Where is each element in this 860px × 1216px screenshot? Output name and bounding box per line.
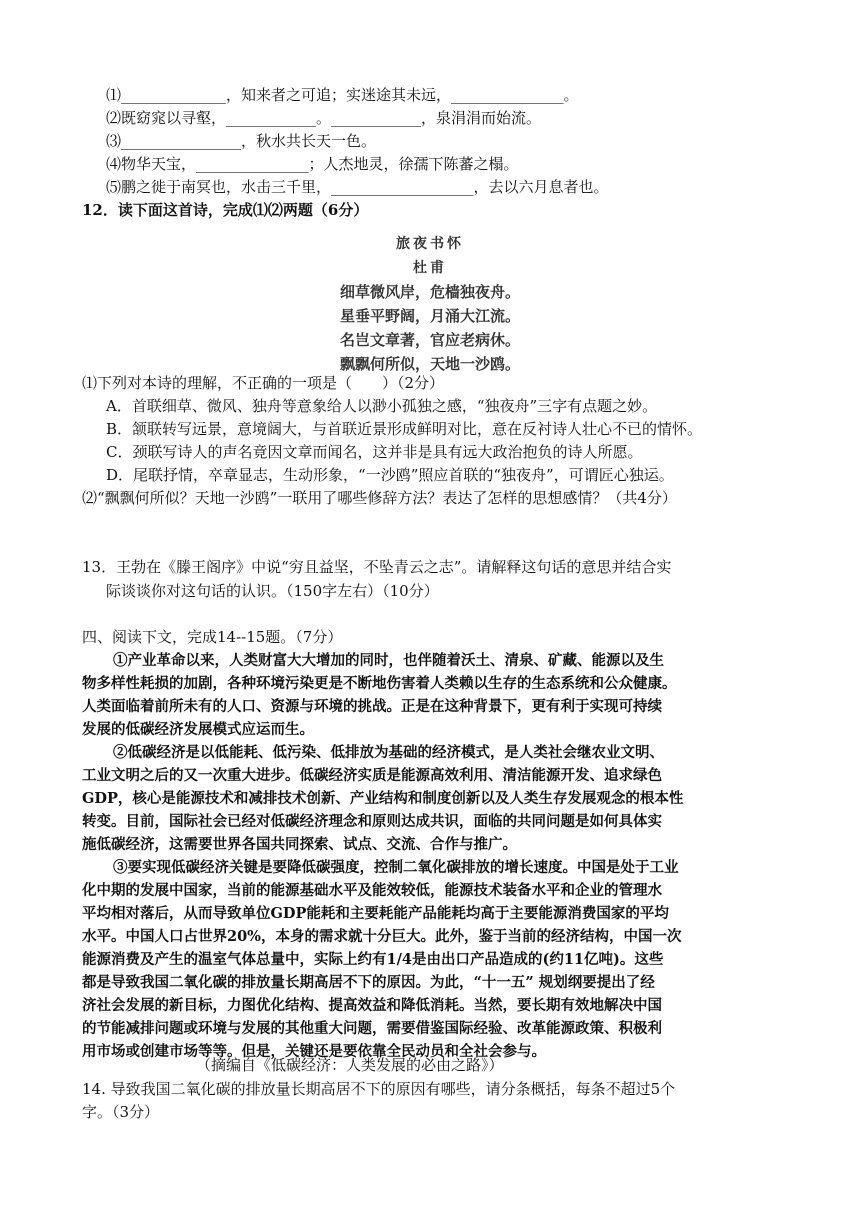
- passage-line: 物多样性耗损的加剧，各种环境污染更是不断地伤害着人类赖以生存的生态系统和公众健康。: [82, 675, 677, 692]
- question-12-sub1: ⑴下列对本诗的理解，不正确的一项是（ ）（2分）: [82, 374, 445, 392]
- passage-line: 水平。中国人口占世界20%，本身的需求就十分巨大。此外，鉴于当前的经济结构，中国一次: [82, 928, 682, 945]
- question-14-line-1: 14. 导致我国二氧化碳的排放量长期高居不下的原因有哪些，请分条概括，每条不超过5个: [82, 1080, 676, 1098]
- option-c: C．颈联写诗人的声名竟因文章而闻名，这并非是具有远大政治抱负的诗人所愿。: [106, 443, 643, 461]
- poem-title: 旅夜书怀: [396, 236, 464, 252]
- passage-line: 济社会发展的新目标，力图优化结构、提高效益和降低消耗。当然，要长期有效地解决中国: [82, 997, 662, 1014]
- passage-line: 转变。目前，国际社会已经对低碳经济理念和原则达成共识，面临的共同问题是如何具体实: [82, 813, 662, 830]
- fill-in-line-4: ⑷物华天宝，_______________；人杰地灵，徐孺下陈蕃之榻。: [106, 155, 519, 173]
- passage-line: 用市场或创建市场等等。但是，关键还是要依靠全民动员和全社会参与。: [82, 1043, 546, 1060]
- poem-line: 飘飘何所似，天地一沙鸥。: [339, 355, 520, 373]
- option-a: A．首联细草、微风、独舟等意象给人以渺小孤独之感，“独夜舟”三字有点题之妙。: [106, 397, 658, 415]
- fill-in-line-3: ⑶________________，秋水共长天一色。: [106, 132, 377, 150]
- fill-in-line-5: ⑸鹏之徙于南冥也，水击三千里，___________________，去以六月息者也。: [106, 178, 609, 196]
- question-13-line-2: 际谈谈你对这句话的认识。（150字左右）（10分）: [106, 582, 439, 600]
- passage-line: GDP，核心是能源技术和减排技术创新、产业结构和制度创新以及人类生存发展观念的根本性: [82, 790, 684, 807]
- poem-line: 细草微风岸，危樯独夜舟。: [339, 283, 520, 301]
- question-12-heading: 12．读下面这首诗，完成⑴⑵两题（6分）: [82, 201, 369, 219]
- passage-line: 平均相对落后，从而导致单位GDP能耗和主要耗能产品能耗均高于主要能源消费国家的平均: [82, 905, 669, 922]
- question-12-sub2: ⑵“飘飘何所似？天地一沙鸥”一联用了哪些修辞方法？表达了怎样的思想感情？（共4分）: [82, 489, 677, 507]
- fill-in-line-2: ⑵既窈窕以寻壑，____________。____________，泉涓涓而始流。: [106, 109, 542, 127]
- poem-block: [300, 232, 560, 376]
- question-14-line-2: 字。（3分）: [82, 1103, 160, 1121]
- option-d: D．尾联抒情，卒章显志，生动形象，“一沙鸥”照应首联的“独夜舟”，可谓匠心独运。: [106, 466, 674, 484]
- passage-line: ③要实现低碳经济关键是要降低碳强度，控制二氧化碳排放的增长速度。中国是处于工业: [113, 859, 679, 876]
- passage-line: 人类面临着前所未有的人口、资源与环境的挑战。正是在这种背景下，更有利于实现可持续: [82, 698, 662, 715]
- passage-line: 施低碳经济，这需要世界各国共同探索、试点、交流、合作与推广。: [82, 836, 517, 853]
- poem-line: 名岂文章著，官应老病休。: [339, 331, 520, 349]
- passage-line: 发展的低碳经济发展模式应运而生。: [82, 721, 314, 738]
- fill-in-line-1: ⑴______________，知来者之可追；实迷途其未远，_______________。: [106, 86, 579, 104]
- poem-author: 杜甫: [413, 260, 447, 276]
- section-4-heading: 四、阅读下文，完成14--15题。（7分）: [82, 628, 343, 646]
- poem-line: 星垂平野阔，月涌大江流。: [339, 307, 520, 325]
- passage-line: 工业文明之后的又一次重大进步。低碳经济实质是能源高效利用、清洁能源开发、追求绿色: [82, 767, 662, 784]
- passage-line: ②低碳经济是以低能耗、低污染、低排放为基础的经济模式，是人类社会继农业文明、: [113, 744, 664, 761]
- passage-line: 的节能减排问题或环境与发展的其他重大问题，需要借鉴国际经验、改革能源政策、积极利: [82, 1020, 662, 1037]
- passage-line: 能源消费及产生的温室气体总量中，实际上约有1/4是由出口产品造成的(约11亿吨)。这些: [82, 951, 664, 968]
- passage-source: （摘编自《低碳经济：人类发展的必由之路》）: [196, 1056, 504, 1074]
- option-b: B．颔联转写远景，意境阔大，与首联近景形成鲜明对比，意在反衬诗人壮心不已的情怀。: [106, 420, 703, 438]
- passage-line: ①产业革命以来，人类财富大大增加的同时，也伴随着沃土、清泉、矿藏、能源以及生: [113, 652, 664, 669]
- question-13-line-1: 13．王勃在《滕王阁序》中说“穷且益坚，不坠青云之志”。请解释这句话的意思并结合实: [82, 558, 672, 576]
- passage-line: 化中期的发展中国家，当前的能源基础水平及能效较低，能源技术装备水平和企业的管理水: [82, 882, 662, 899]
- passage-line: 都是导致我国二氧化碳的排放量长期高居不下的原因。为此，“十一五” 规划纲要提出了经: [82, 974, 655, 991]
